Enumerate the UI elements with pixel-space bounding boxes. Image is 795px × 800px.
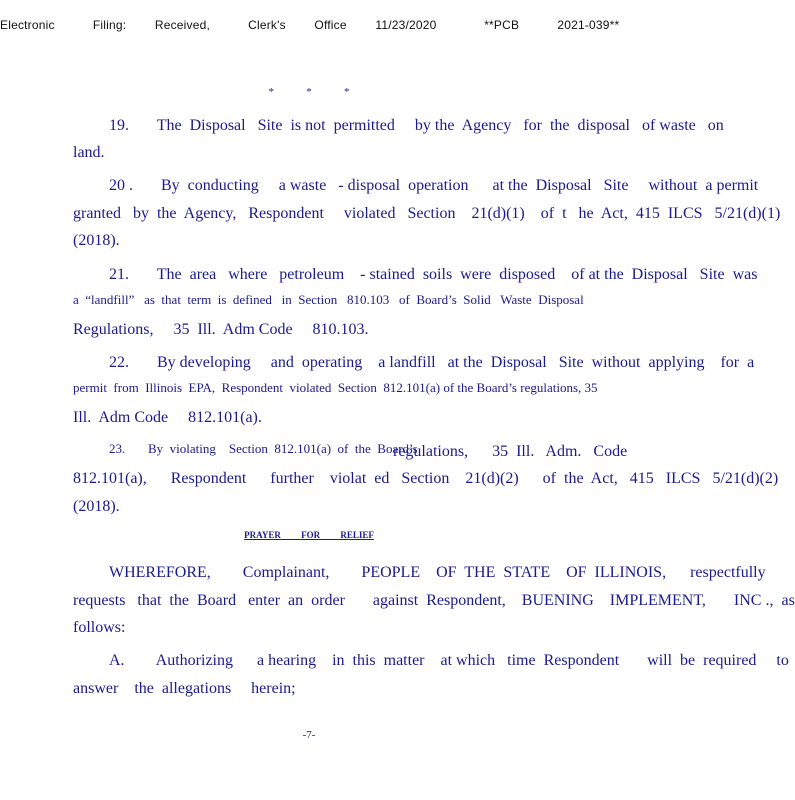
paragraph-line: (2018). — [73, 232, 120, 249]
paragraph-line: 23. By violating Section 812.101(a) of the Board’s — [109, 441, 418, 456]
paragraph-line: Ill. Adm Code 812.101(a). — [73, 409, 262, 426]
paragraph-line: requests that the Board enter an order against Respondent, BUENING IMPLEMENT, INC ., as — [73, 592, 795, 609]
paragraph-line: WHEREFORE, Complainant, PEOPLE OF THE STATE OF ILLINOIS, respectfully — [109, 564, 766, 581]
paragraph-line: regulations, 35 Ill. Adm. Code — [393, 443, 628, 460]
paragraph-line: answer the allegations herein; — [73, 680, 296, 697]
paragraph-line: 22. By developing and operating a landfill at the Disposal Site without applying for a — [109, 354, 755, 371]
paragraph-line: 19. The Disposal Site is not permitted by the Agency for the disposal of waste on — [109, 117, 724, 134]
paragraph-line: granted by the Agency, Respondent violated Section 21(d)(1) of t he Act, 415 ILCS 5/21(d)(1) — [73, 205, 781, 222]
paragraph-line: 20 . By conducting a waste - disposal operation at the Disposal Site without a permit — [109, 177, 759, 194]
page-number: -7- — [302, 729, 316, 741]
section-separator: * * * — [268, 86, 350, 98]
paragraph-line: follows: — [73, 619, 126, 636]
paragraph-line: a “landfill” as that term is defined in Section 810.103 of Board’s Solid Waste Disposal — [73, 292, 584, 307]
paragraph-line: land. — [73, 144, 105, 161]
filing-header: Electronic Filing: Received, Clerk's Office 11/23/2020 **PCB 2021-039** — [0, 18, 620, 32]
paragraph-line: 21. The area where petroleum - stained soils were disposed of at the Disposal Site was — [109, 266, 758, 283]
paragraph-line: (2018). — [73, 498, 120, 515]
prayer-for-relief-heading: PRAYER FOR RELIEF — [244, 530, 374, 540]
paragraph-line: 812.101(a), Respondent further violat ed Section 21(d)(2) of the Act, 415 ILCS 5/21(d)(2) — [73, 470, 779, 487]
paragraph-line: A. Authorizing a hearing in this matter at which time Respondent will be required to — [109, 652, 789, 669]
paragraph-line: Regulations, 35 Ill. Adm Code 810.103. — [73, 321, 369, 338]
paragraph-line: permit from Illinois EPA, Respondent violated Section 812.101(a) of the Board’s regulations, 35 — [73, 380, 598, 395]
